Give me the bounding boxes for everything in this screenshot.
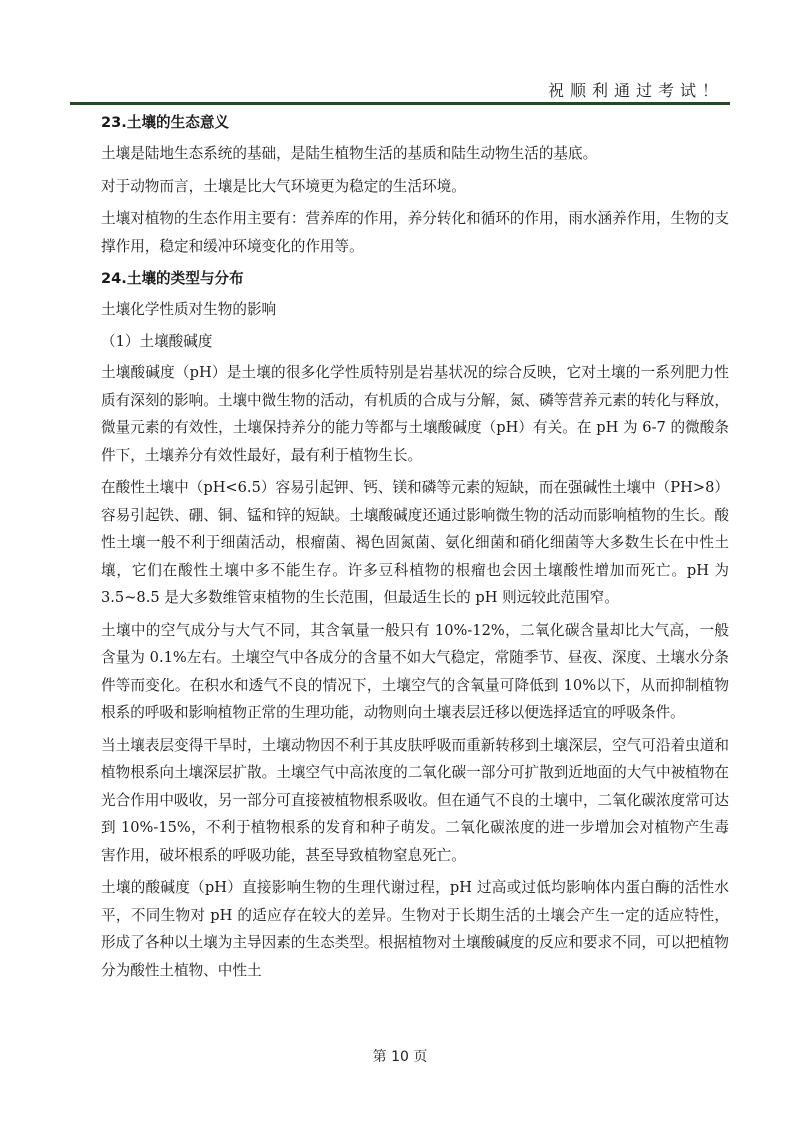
paragraph: 土壤中的空气成分与大气不同，其含氧量一般只有 10%-12%，二氧化碳含量却比大气高，一般含量为 0.1%左右。土壤空气中各成分的含量不如大气稳定，常随季节、昼夜、深度、土壤水分条件等而变化。在积水和透气不良的情况下，土壤空气的含氧量可降低到 10%以下，从而抑制植物根系的呼吸和影响植物正常的生理功能，动物则向土壤表层迁移以便选择适宜的呼吸条件。 bbox=[101, 621, 729, 721]
paragraph: 对于动物而言，土壤是比大气环境更为稳定的生活环境。 bbox=[101, 177, 466, 195]
page-body bbox=[101, 109, 729, 989]
paragraph: 土壤是陆地生态系统的基础，是陆生植物生活的基质和陆生动物生活的基底。 bbox=[101, 145, 598, 162]
paragraph: 土壤酸碱度（pH）是土壤的很多化学性质特别是岩基状况的综合反映，它对土壤的一系列肥力性质有深刻的影响。土壤中微生物的活动，有机质的合成与分解，氮、磷等营养元素的转化与释放，微量元素的有效性，土壤保持养分的能力等都与土壤酸碱度（pH）有关。在 pH 为 6-7 的微酸条件下，土壤养分有效性最好，最有利于植物生长。 bbox=[101, 364, 729, 464]
paragraph: 在酸性土壤中（pH<6.5）容易引起钾、钙、镁和磷等元素的短缺，而在强碱性土壤中（PH>8）容易引起铁、硼、铜、锰和锌的短缺。土壤酸碱度还通过影响微生物的活动而影响植物的生长。酸性土壤一般不利于细菌活动，根瘤菌、褐色固氮菌、氨化细菌和硝化细菌等大多数生长在中性土壤，它们在酸性土壤中多不能生存。许多豆科植物的根瘤也会因土壤酸性增加而死亡。pH 为 3.5~8.5 是大多数维管束植物的生长范围，但最适生长的 pH 则远较此范围窄。 bbox=[101, 479, 729, 606]
header-divider bbox=[70, 102, 730, 105]
section-heading-24: 24.土壤的类型与分布 bbox=[101, 270, 244, 287]
header-slogan: 祝顺利通过考试！ bbox=[547, 81, 724, 100]
subheading: （1）土壤酸碱度 bbox=[101, 332, 213, 350]
paragraph: 当土壤表层变得干旱时，土壤动物因不利于其皮肤呼吸而重新转移到土壤深层，空气可沿着虫道和植物根系向土壤深层扩散。土壤空气中高浓度的二氧化碳一部分可扩散到近地面的大气中被植物在光合作用中吸收，另一部分可直接被植物根系吸收。但在通气不良的土壤中，二氧化碳浓度常可达到 10%-15%，不利于植物根系的发育和种子萌发。二氧化碳浓度的进一步增加会对植物产生毒害作用，破坏根系的呼吸功能，甚至导致植物窒息死亡。 bbox=[101, 736, 729, 864]
paragraph: 土壤的酸碱度（pH）直接影响生物的生理代谢过程，pH 过高或过低均影响体内蛋白酶的活性水平，不同生物对 pH 的适应存在较大的差异。生物对于长期生活的土壤会产生一定的适应特性，形成了各种以土壤为主导因素的生态类型。根据植物对土壤酸碱度的反应和要求不同，可以把植物分为酸性土植物、中性土 bbox=[101, 879, 729, 979]
paragraph: 土壤对植物的生态作用主要有：营养库的作用，养分转化和循环的作用，雨水涵养作用，生物的支撑作用，稳定和缓冲环境变化的作用等。 bbox=[101, 210, 729, 255]
subheading: 土壤化学性质对生物的影响 bbox=[101, 301, 277, 318]
page-number: 第 10 页 bbox=[372, 1049, 428, 1065]
page-header bbox=[70, 74, 730, 104]
section-heading-23: 23.土壤的生态意义 bbox=[101, 114, 230, 131]
